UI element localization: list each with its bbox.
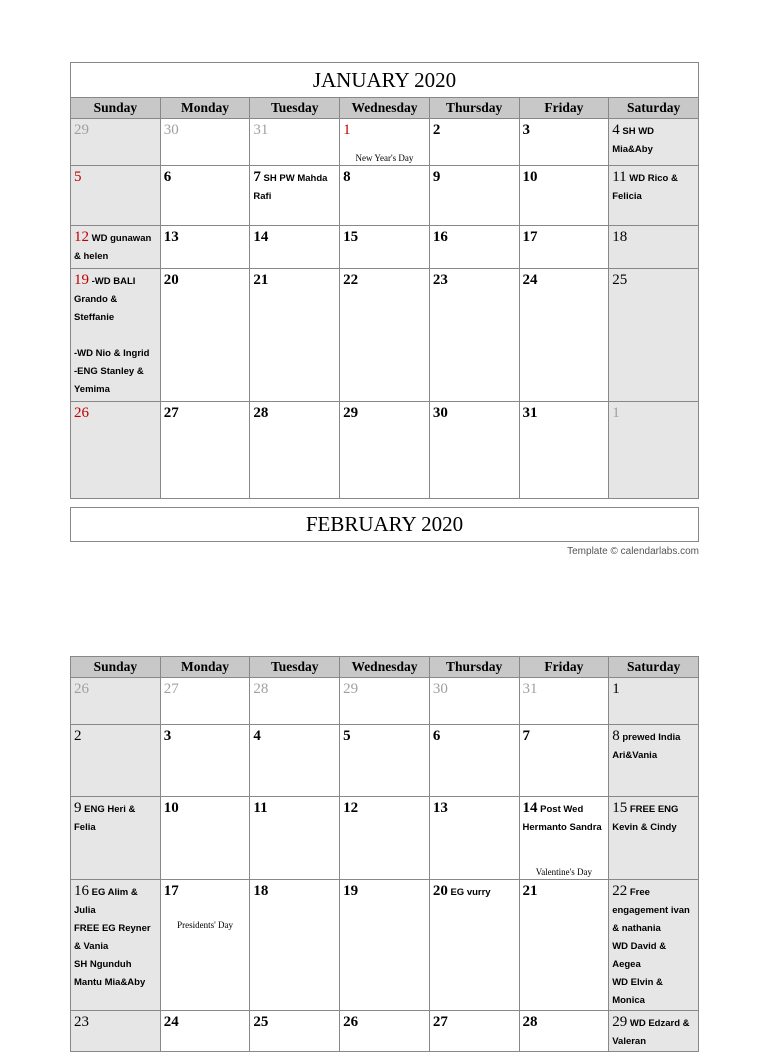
weekday-wednesday: Wednesday	[340, 657, 430, 678]
february-week-row	[71, 880, 699, 1011]
day-number: 30	[432, 405, 448, 421]
day-number: 18	[253, 883, 269, 899]
holiday-label: Presidents' Day	[177, 920, 233, 930]
day-number: 25	[612, 272, 628, 288]
day-number: 2	[74, 728, 82, 744]
day-number: 16	[74, 883, 89, 899]
day-cell[interactable]	[609, 797, 699, 880]
day-cell[interactable]	[71, 166, 161, 226]
day-cell[interactable]	[609, 1011, 699, 1052]
day-cell[interactable]	[340, 402, 430, 499]
january-week-row	[71, 166, 699, 226]
day-number: 1	[612, 405, 620, 421]
weekday-thursday: Thursday	[429, 657, 519, 678]
day-number: 19	[343, 883, 359, 899]
day-cell[interactable]	[250, 269, 340, 402]
day-cell[interactable]	[250, 797, 340, 880]
day-number: 5	[74, 169, 82, 185]
day-cell[interactable]	[71, 269, 161, 402]
weekday-friday: Friday	[519, 657, 609, 678]
event-note: -WD BALI Grando & Steffanie -WD Nio & Ingrid -ENG Stanley & Yemima	[74, 276, 150, 395]
january-week-row	[71, 269, 699, 402]
day-cell[interactable]	[609, 119, 699, 166]
day-number: 9	[432, 169, 441, 185]
day-cell[interactable]	[519, 119, 609, 166]
day-cell[interactable]	[71, 725, 161, 797]
day-number: 3	[163, 728, 172, 744]
day-cell[interactable]	[429, 226, 519, 269]
day-cell[interactable]	[519, 797, 609, 880]
day-number: 22	[612, 883, 628, 899]
day-number: 6	[432, 728, 441, 744]
day-cell[interactable]	[609, 725, 699, 797]
day-number: 21	[522, 883, 538, 899]
day-cell[interactable]	[160, 226, 250, 269]
day-number: 13	[432, 800, 448, 816]
day-number: 18	[612, 229, 628, 245]
template-credit: Template © calendarlabs.com	[567, 546, 699, 557]
day-cell[interactable]	[429, 725, 519, 797]
day-number: 4	[253, 728, 261, 744]
day-number: 8	[343, 169, 351, 185]
day-number: 25	[253, 1014, 269, 1030]
day-cell[interactable]	[519, 226, 609, 269]
day-cell[interactable]	[160, 880, 250, 1011]
day-cell[interactable]	[160, 402, 250, 499]
january-calendar	[70, 97, 699, 499]
day-number: 19	[74, 272, 89, 288]
day-cell[interactable]	[429, 119, 519, 166]
day-number: 17	[522, 229, 538, 245]
day-cell[interactable]	[429, 797, 519, 880]
event-note: WD gunawan & helen	[74, 233, 152, 262]
day-number: 20	[432, 883, 448, 899]
event-note: WD Edzard & Valeran	[612, 1018, 690, 1047]
day-cell[interactable]	[429, 880, 519, 1011]
holiday-label: Valentine's Day	[535, 867, 593, 877]
january-weekday-header	[71, 98, 699, 119]
day-number: 29	[343, 405, 359, 421]
february-week-row	[71, 725, 699, 797]
day-number: 10	[163, 800, 179, 816]
weekday-sunday: Sunday	[71, 657, 161, 678]
day-number: 31	[253, 122, 269, 138]
weekday-friday: Friday	[519, 98, 609, 119]
day-number: 7	[522, 728, 531, 744]
day-number: 20	[163, 272, 179, 288]
day-cell[interactable]	[609, 678, 699, 725]
day-number: 17	[163, 883, 179, 899]
event-note: Free engagement ivan & nathania WD David & Aegea WD Elvin & Monica	[612, 887, 690, 1006]
day-number: 29	[74, 122, 89, 138]
day-cell[interactable]	[429, 402, 519, 499]
day-cell[interactable]	[429, 678, 519, 725]
day-number: 29	[612, 1014, 628, 1030]
weekday-tuesday: Tuesday	[250, 657, 340, 678]
day-number: 28	[522, 1014, 538, 1030]
day-cell[interactable]	[250, 166, 340, 226]
day-number: 23	[74, 1014, 89, 1030]
day-cell[interactable]	[609, 269, 699, 402]
day-number: 24	[163, 1014, 179, 1030]
event-note: ENG Heri & Felia	[74, 804, 136, 833]
day-cell[interactable]	[429, 166, 519, 226]
day-number: 21	[253, 272, 269, 288]
day-number: 1	[612, 681, 620, 697]
day-cell[interactable]	[340, 797, 430, 880]
day-number: 3	[522, 122, 531, 138]
day-cell[interactable]	[340, 880, 430, 1011]
day-cell[interactable]	[71, 226, 161, 269]
day-cell[interactable]	[250, 1011, 340, 1052]
event-note: EG Alim & Julia FREE EG Reyner & Vania SH Ngunduh Mantu Mia&Aby	[74, 887, 151, 988]
day-number: 31	[522, 681, 538, 697]
day-cell[interactable]	[160, 678, 250, 725]
day-cell[interactable]	[429, 1011, 519, 1052]
day-cell[interactable]	[340, 269, 430, 402]
day-cell[interactable]	[519, 1011, 609, 1052]
day-number: 10	[522, 169, 538, 185]
day-cell[interactable]	[609, 880, 699, 1011]
day-cell[interactable]	[71, 1011, 161, 1052]
day-number: 26	[74, 405, 89, 421]
day-number: 26	[343, 1014, 359, 1030]
event-note: SH PW Mahda Rafi	[253, 173, 328, 202]
weekday-saturday: Saturday	[609, 657, 699, 678]
day-cell[interactable]	[71, 678, 161, 725]
day-number: 30	[163, 122, 179, 138]
weekday-wednesday: Wednesday	[340, 98, 430, 119]
event-note: WD Rico & Felicia	[612, 173, 678, 202]
day-cell[interactable]	[340, 119, 430, 166]
january-week-row	[71, 119, 699, 166]
day-cell[interactable]	[160, 166, 250, 226]
day-number: 11	[253, 800, 268, 816]
february-week-row	[71, 678, 699, 725]
day-number: 13	[163, 229, 179, 245]
day-number: 14	[522, 800, 538, 816]
day-number: 27	[163, 681, 179, 697]
weekday-monday: Monday	[160, 98, 250, 119]
day-cell[interactable]	[340, 1011, 430, 1052]
day-cell[interactable]	[71, 402, 161, 499]
day-cell[interactable]	[519, 725, 609, 797]
day-cell[interactable]	[250, 725, 340, 797]
weekday-sunday: Sunday	[71, 98, 161, 119]
january-week-row	[71, 226, 699, 269]
day-number: 27	[432, 1014, 448, 1030]
event-note: EG vurry	[447, 887, 491, 898]
day-cell[interactable]	[71, 880, 161, 1011]
day-cell[interactable]	[429, 269, 519, 402]
day-cell[interactable]	[340, 678, 430, 725]
day-cell[interactable]	[250, 678, 340, 725]
day-cell[interactable]	[250, 402, 340, 499]
day-number: 15	[612, 800, 628, 816]
day-number: 31	[522, 405, 538, 421]
day-number: 5	[343, 728, 351, 744]
weekday-monday: Monday	[160, 657, 250, 678]
day-number: 15	[343, 229, 359, 245]
weekday-saturday: Saturday	[609, 98, 699, 119]
day-cell[interactable]	[519, 166, 609, 226]
day-cell[interactable]	[250, 119, 340, 166]
day-number: 11	[612, 169, 627, 185]
event-note: prewed India Ari&Vania	[612, 732, 681, 761]
day-number: 29	[343, 681, 359, 697]
day-number: 23	[432, 272, 448, 288]
weekday-tuesday: Tuesday	[250, 98, 340, 119]
holiday-label: New Year's Day	[355, 153, 414, 163]
day-number: 27	[163, 405, 179, 421]
february-calendar	[70, 656, 699, 1052]
day-cell[interactable]	[160, 797, 250, 880]
day-cell[interactable]	[519, 880, 609, 1011]
day-number: 26	[74, 681, 89, 697]
day-number: 1	[343, 122, 351, 138]
february-week-row	[71, 797, 699, 880]
january-title: JANUARY 2020	[70, 62, 699, 98]
day-number: 16	[432, 229, 448, 245]
january-week-row	[71, 402, 699, 499]
day-cell[interactable]	[71, 797, 161, 880]
day-number: 9	[74, 800, 82, 816]
weekday-thursday: Thursday	[429, 98, 519, 119]
february-weekday-header	[71, 657, 699, 678]
day-number: 12	[343, 800, 359, 816]
event-note: SH WD Mia&Aby	[612, 126, 655, 155]
day-cell[interactable]	[160, 269, 250, 402]
day-cell[interactable]	[519, 402, 609, 499]
february-title: FEBRUARY 2020	[70, 507, 699, 542]
day-cell[interactable]	[71, 119, 161, 166]
day-cell[interactable]	[340, 226, 430, 269]
day-number: 6	[163, 169, 172, 185]
february-week-row	[71, 1011, 699, 1052]
event-note: Post Wed Hermanto Sandra	[522, 804, 602, 833]
day-number: 8	[612, 728, 620, 744]
day-cell[interactable]	[160, 725, 250, 797]
day-cell[interactable]	[609, 402, 699, 499]
day-number: 14	[253, 229, 269, 245]
day-number: 7	[253, 169, 261, 185]
day-number: 24	[522, 272, 538, 288]
day-cell[interactable]	[340, 166, 430, 226]
day-number: 2	[432, 122, 441, 138]
day-cell[interactable]	[250, 226, 340, 269]
day-cell[interactable]	[160, 119, 250, 166]
day-cell[interactable]	[160, 1011, 250, 1052]
day-number: 4	[612, 122, 620, 138]
day-number: 28	[253, 405, 269, 421]
day-number: 12	[74, 229, 89, 245]
day-cell[interactable]	[609, 226, 699, 269]
day-cell[interactable]	[519, 678, 609, 725]
day-number: 22	[343, 272, 359, 288]
event-note: FREE ENG Kevin & Cindy	[612, 804, 679, 833]
day-cell[interactable]	[609, 166, 699, 226]
day-cell[interactable]	[519, 269, 609, 402]
day-number: 30	[432, 681, 448, 697]
day-cell[interactable]	[340, 725, 430, 797]
day-number: 28	[253, 681, 269, 697]
day-cell[interactable]	[250, 880, 340, 1011]
